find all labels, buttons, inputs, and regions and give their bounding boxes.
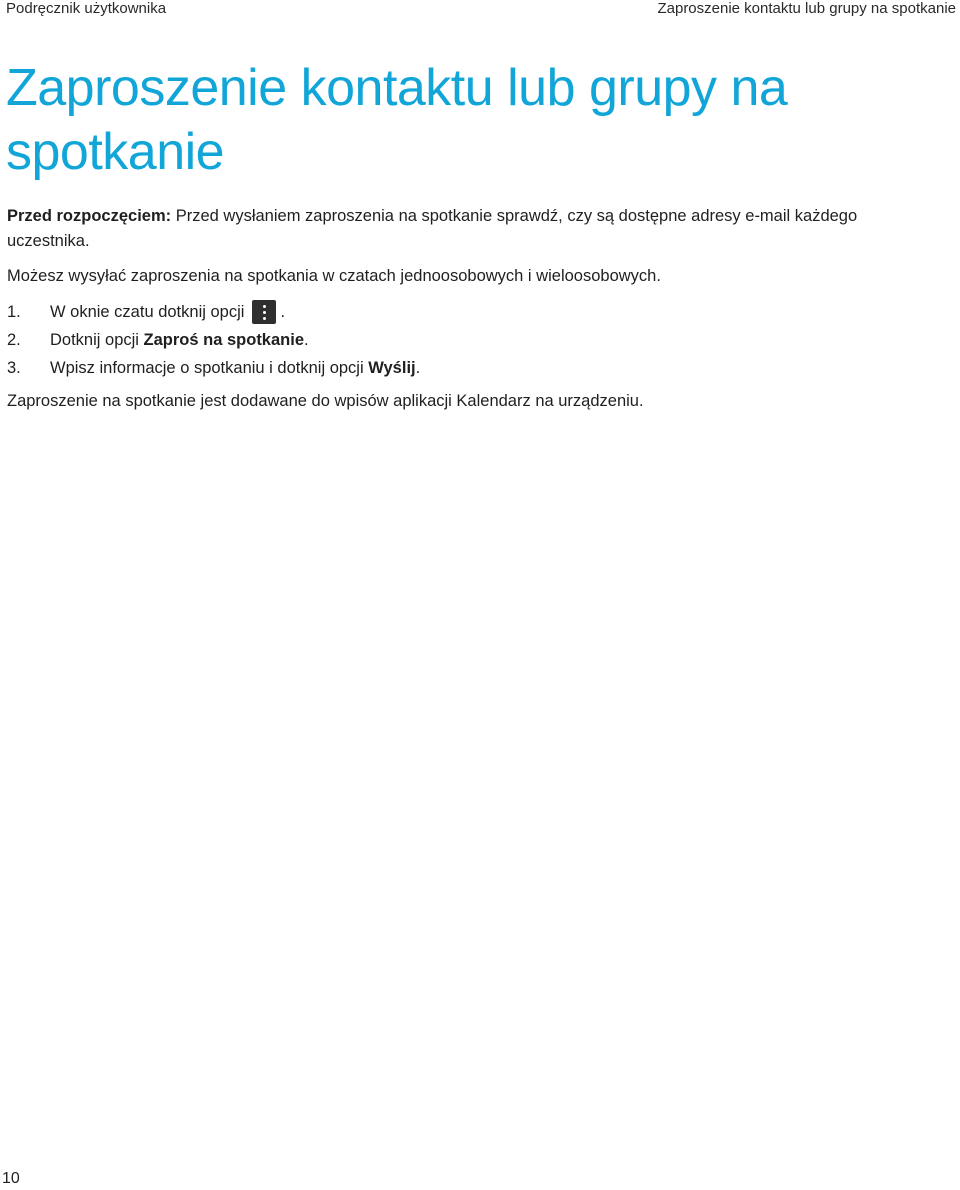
step-text-end: . [304, 330, 309, 349]
steps-list [7, 299, 927, 381]
before-start-note [7, 204, 927, 254]
before-start-text: Przed wysłaniem zaproszenia na spotkanie sprawdź, czy są dostępne adresy e-mail każdego uczestnika. [7, 207, 858, 250]
step-option-label: Wyślij [368, 358, 416, 377]
step-text [50, 328, 309, 353]
intro-paragraph: Możesz wysyłać zaproszenia na spotkania w czatach jednoosobowych i wieloosobowych. [7, 267, 661, 285]
page-number: 10 [2, 1170, 20, 1187]
step-number: 3. [7, 358, 21, 377]
result-paragraph: Zaproszenie na spotkanie jest dodawane do wpisów aplikacji Kalendarz na urządzeniu. [7, 392, 644, 410]
header-section-title: Zaproszenie kontaktu lub grupy na spotkanie [657, 0, 956, 17]
before-start-label: Przed rozpoczęciem: [7, 207, 172, 225]
step-option-label: Zaproś na spotkanie [143, 330, 305, 349]
step-1 [7, 299, 927, 325]
step-text: W oknie czatu dotknij opcji [50, 302, 245, 321]
step-text-start: Dotknij opcji [50, 330, 144, 349]
main-content [7, 204, 927, 414]
more-vertical-icon [252, 300, 276, 324]
step-text-end: . [280, 302, 286, 321]
page-title: Zaproszenie kontaktu lub grupy na spotkanie [6, 59, 788, 181]
step-text-start: Wpisz informacje o spotkaniu i dotknij opcji [50, 358, 369, 377]
step-3 [7, 355, 927, 381]
step-number: 1. [7, 302, 21, 321]
step-number: 2. [7, 330, 21, 349]
step-text-end: . [415, 358, 421, 377]
step-2 [7, 327, 927, 353]
step-text [50, 356, 420, 381]
header-manual-title: Podręcznik użytkownika [6, 0, 167, 17]
